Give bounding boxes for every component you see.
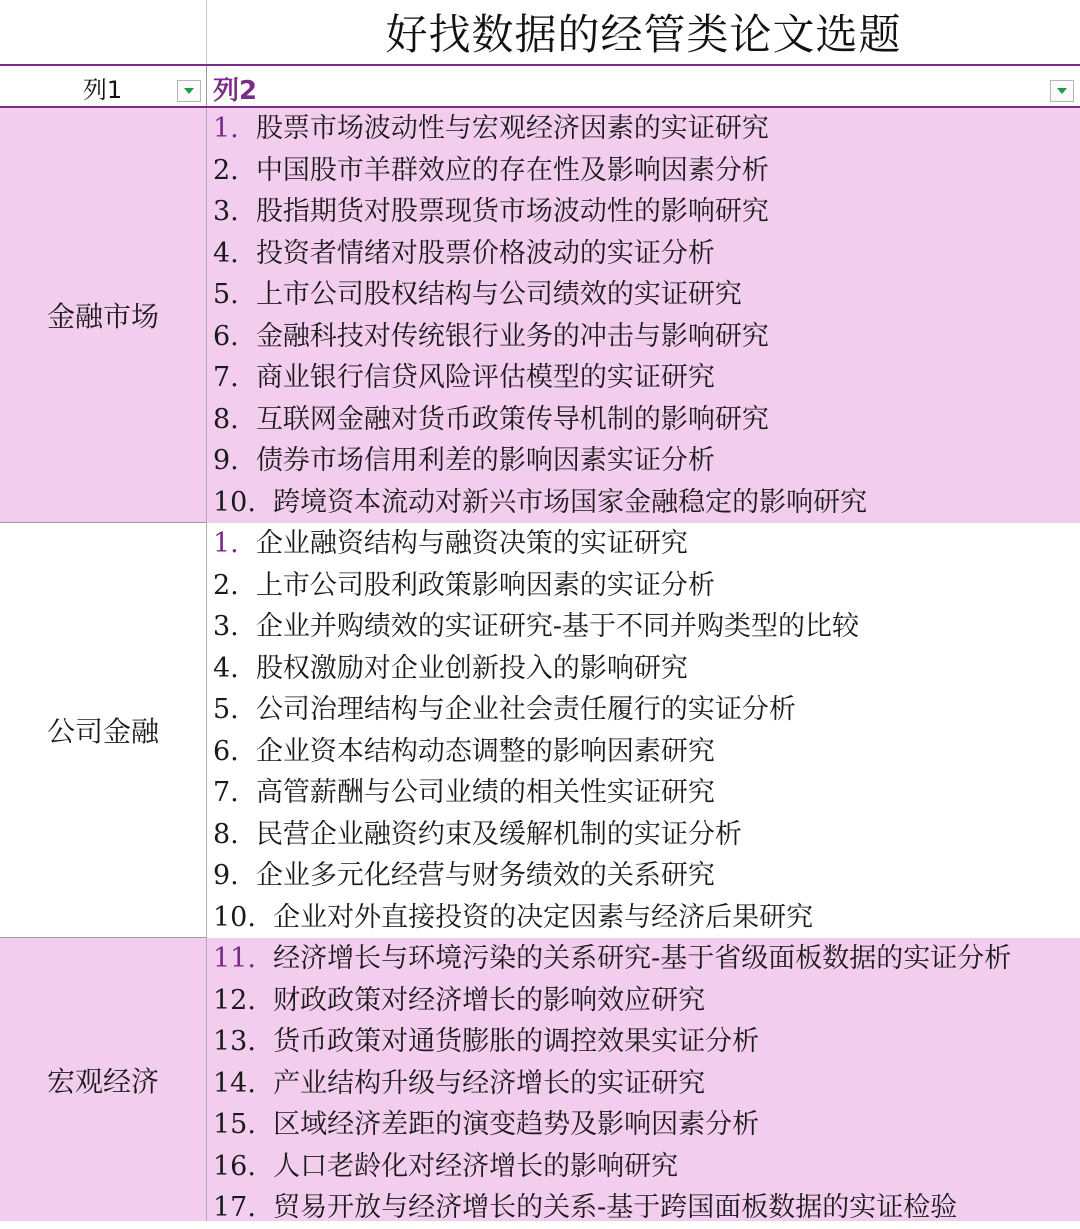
item-text: 投资者情绪对股票价格波动的实证分析	[255, 237, 715, 269]
item-text: 货币政策对通货膨胀的调控效果实证分析	[273, 1026, 760, 1057]
item-number: 2.	[213, 569, 239, 601]
list-item[interactable]	[207, 1104, 1080, 1146]
list-item[interactable]	[207, 316, 1080, 358]
list-item[interactable]	[207, 565, 1080, 607]
item-number: 5.	[213, 279, 239, 310]
group-items-macroeconomics	[207, 938, 1080, 1221]
list-item[interactable]	[207, 648, 1080, 690]
list-item[interactable]	[207, 233, 1080, 275]
item-text: 企业并购绩效的实证研究-基于不同并购类型的比较	[255, 611, 860, 642]
item-text: 人口老龄化对经济增长的影响研究	[273, 1150, 679, 1182]
item-number: 11.	[213, 943, 256, 974]
item-text: 贸易开放与经济增长的关系-基于跨国面板数据的实证检验	[273, 1192, 958, 1223]
item-number: 7.	[213, 362, 239, 393]
list-item[interactable]	[207, 1146, 1080, 1188]
item-text: 中国股市羊群效应的存在性及影响因素分析	[255, 154, 769, 186]
item-text: 企业多元化经营与财务绩效的关系研究	[255, 860, 715, 891]
group-items-corporate-finance	[207, 523, 1080, 938]
list-item[interactable]	[207, 855, 1080, 897]
item-number: 6.	[213, 320, 239, 352]
list-item[interactable]	[207, 980, 1080, 1022]
item-number: 2.	[213, 154, 239, 186]
list-item[interactable]	[207, 814, 1080, 856]
group-items-financial-market	[207, 108, 1080, 523]
item-number: 3.	[213, 196, 239, 227]
item-text: 上市公司股权结构与公司绩效的实证研究	[255, 279, 742, 310]
item-text: 经济增长与环境污染的关系研究-基于省级面板数据的实证分析	[273, 943, 1012, 974]
list-item[interactable]	[207, 274, 1080, 316]
list-item[interactable]	[207, 482, 1080, 524]
item-text: 商业银行信贷风险评估模型的实证研究	[255, 362, 715, 393]
item-number: 15.	[213, 1109, 256, 1140]
item-text: 区域经济差距的演变趋势及影响因素分析	[273, 1109, 760, 1140]
item-number: 8.	[213, 818, 239, 850]
list-item[interactable]	[207, 191, 1080, 233]
item-text: 企业融资结构与融资决策的实证研究	[255, 528, 688, 559]
item-number: 10.	[213, 901, 256, 933]
item-text: 跨境资本流动对新兴市场国家金融稳定的影响研究	[273, 486, 868, 518]
list-item[interactable]	[207, 772, 1080, 814]
item-number: 5.	[213, 694, 239, 725]
item-text: 财政政策对经济增长的影响效应研究	[273, 984, 706, 1016]
list-item[interactable]	[207, 150, 1080, 192]
corner-cell[interactable]	[0, 0, 207, 64]
item-text: 股指期货对股票现货市场波动性的影响研究	[255, 196, 769, 227]
item-number: 6.	[213, 735, 239, 767]
item-text: 高管薪酬与公司业绩的相关性实证研究	[255, 777, 715, 808]
table-header-row	[0, 64, 1080, 108]
column-header-1-label: 列1	[82, 76, 123, 104]
item-text: 金融科技对传统银行业务的冲击与影响研究	[255, 320, 769, 352]
item-text: 债券市场信用利差的影响因素实证分析	[255, 445, 715, 476]
item-number: 9.	[213, 860, 239, 891]
item-number: 8.	[213, 403, 239, 435]
item-number: 12.	[213, 984, 256, 1016]
list-item[interactable]	[207, 108, 1080, 150]
item-number: 4.	[213, 652, 239, 684]
column-header-2-label: 列2	[213, 76, 258, 106]
list-item[interactable]	[207, 399, 1080, 441]
item-number: 1.	[213, 113, 239, 144]
column-header-1[interactable]	[0, 66, 207, 106]
list-item[interactable]	[207, 523, 1080, 565]
item-number: 13.	[213, 1026, 256, 1057]
item-text: 股权激励对企业创新投入的影响研究	[255, 652, 688, 684]
list-item[interactable]	[207, 1021, 1080, 1063]
list-item[interactable]	[207, 606, 1080, 648]
page-title: 好找数据的经管类论文选题	[385, 10, 902, 59]
item-number: 16.	[213, 1150, 256, 1182]
item-text: 民营企业融资约束及缓解机制的实证分析	[255, 818, 742, 850]
filter-dropdown-icon[interactable]	[1050, 80, 1074, 102]
item-number: 3.	[213, 611, 239, 642]
item-number: 9.	[213, 445, 239, 476]
item-text: 互联网金融对货币政策传导机制的影响研究	[255, 403, 769, 435]
item-text: 上市公司股利政策影响因素的实证分析	[255, 569, 715, 601]
item-number: 4.	[213, 237, 239, 269]
list-item[interactable]	[207, 1187, 1080, 1229]
item-number: 10.	[213, 486, 256, 518]
category-cell[interactable]: 宏观经济	[0, 938, 207, 1221]
list-item[interactable]	[207, 938, 1080, 980]
list-item[interactable]	[207, 731, 1080, 773]
list-item[interactable]	[207, 440, 1080, 482]
item-number: 1.	[213, 528, 239, 559]
list-item[interactable]	[207, 357, 1080, 399]
item-text: 股票市场波动性与宏观经济因素的实证研究	[255, 113, 769, 144]
item-text: 公司治理结构与企业社会责任履行的实证分析	[255, 694, 796, 725]
item-text: 企业对外直接投资的决定因素与经济后果研究	[273, 901, 814, 933]
list-item[interactable]	[207, 1063, 1080, 1105]
category-cell[interactable]: 公司金融	[0, 523, 207, 938]
item-text: 企业资本结构动态调整的影响因素研究	[255, 735, 715, 767]
item-number: 17.	[213, 1192, 256, 1223]
list-item[interactable]	[207, 689, 1080, 731]
item-text: 产业结构升级与经济增长的实证研究	[273, 1067, 706, 1099]
filter-dropdown-icon[interactable]	[177, 80, 201, 102]
category-cell[interactable]: 金融市场	[0, 108, 207, 523]
item-number: 14.	[213, 1067, 256, 1099]
list-item[interactable]	[207, 897, 1080, 939]
item-number: 7.	[213, 777, 239, 808]
